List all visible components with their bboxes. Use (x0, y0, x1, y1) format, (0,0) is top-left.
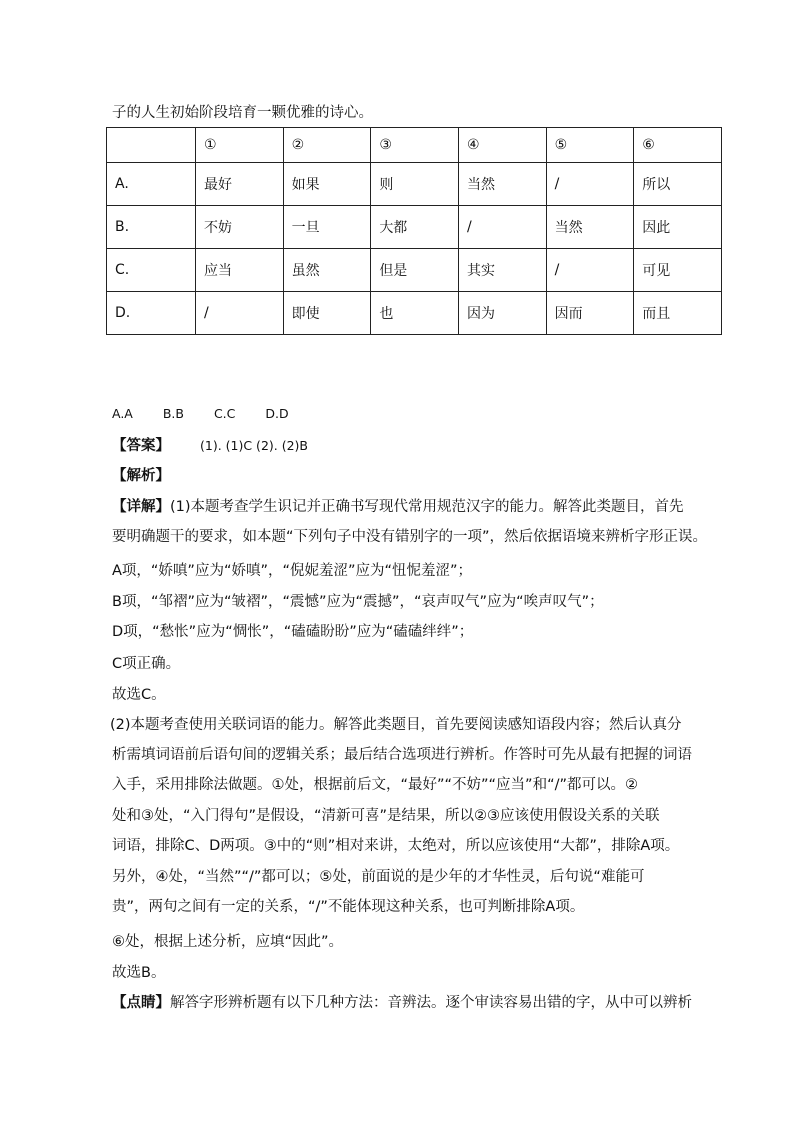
table-cell: 其实 (458, 248, 546, 291)
detail-line-1 (112, 497, 712, 517)
dianjing-text: 解答字形辨析题有以下几种方法：音辨法。逐个审读容易出错的字，从中可以辨析 (170, 995, 692, 1011)
dianjing-label: 【点睛】 (112, 995, 170, 1011)
detail-item-b: B项，“邹褶”应为“皱褶”，“震憾”应为“震撼”，“哀声叹气”应为“唉声叹气”； (112, 594, 604, 610)
answer-value: (1). (1)C (2). (2)B (200, 438, 308, 453)
detail-line-2: 要明确题干的要求，如本题“下列句子中没有错别字的一项”，然后依据语境来辨析字形正误。 (112, 529, 708, 545)
table-cell: / (196, 291, 284, 334)
choice-d: D.D (265, 406, 289, 421)
table-cell: 应当 (196, 248, 284, 291)
table-cell: / (546, 248, 634, 291)
choice-c: C.C (213, 406, 236, 421)
table-row (107, 205, 722, 248)
table-header-cell: ⑥ (634, 128, 722, 163)
analysis-label: 【解析】 (112, 468, 170, 484)
table-header-cell: ④ (458, 128, 546, 163)
part2-line-7: 贵”，两句之间有一定的关系，“/”不能体现这种关系，也可判断排除A项。 (112, 899, 585, 915)
part2-line-6: 另外，④处，“当然”“/”都可以；⑤处，前面说的是少年的才华性灵，后句说“难能可 (112, 869, 645, 885)
table-row (107, 162, 722, 205)
detail-item-d: D项，“愁怅”应为“惆怅”，“磕磕盼盼”应为“磕磕绊绊”； (112, 624, 474, 640)
table-cell: 因为 (458, 291, 546, 334)
part2-line-2: 析需填词语前后语句间的逻辑关系；最后结合选项进行辨析。作答时可先从最有把握的词语 (112, 747, 692, 763)
table-cell: 如果 (283, 162, 371, 205)
answer-label: 【答案】 (112, 438, 170, 454)
part2-line-4: 处和③处，“入门得句”是假设，“清新可喜”是结果，所以②③应该使用假设关系的关联 (112, 808, 660, 824)
table-cell: 因而 (546, 291, 634, 334)
dianjing-line (112, 993, 712, 1013)
table-header-cell: ① (196, 128, 284, 163)
conclusion-2: 故选B。 (112, 965, 166, 981)
table-cell: 当然 (546, 205, 634, 248)
answer-line (112, 436, 712, 456)
table-cell: / (458, 205, 546, 248)
table-cell: 而且 (634, 291, 722, 334)
table-header-cell (107, 128, 196, 163)
conclusion-1: 故选C。 (112, 687, 166, 703)
table-header-cell: ⑤ (546, 128, 634, 163)
table-cell: C. (107, 248, 196, 291)
table-header-cell: ② (283, 128, 371, 163)
table-cell: 因此 (634, 205, 722, 248)
table-cell: 当然 (458, 162, 546, 205)
table-row (107, 291, 722, 334)
table-header-row (107, 128, 722, 163)
table-row (107, 248, 722, 291)
table-header-cell: ③ (371, 128, 459, 163)
table-cell: 但是 (371, 248, 459, 291)
detail-item-c: C项正确。 (112, 656, 181, 672)
intro-text: 子的人生初始阶段培育一颗优雅的诗心。 (112, 105, 373, 121)
choice-b: B.B (162, 406, 184, 421)
table-cell: D. (107, 291, 196, 334)
part2-line-3: 入手，采用排除法做题。①处，根据前后文，“最好”“不妨”“应当”和“/”都可以。② (112, 777, 638, 793)
detail-item-a: A项，“娇嗔”应为“娇嗔”，“倪妮羞涩”应为“忸怩羞涩”； (112, 563, 473, 579)
table-cell: 不妨 (196, 205, 284, 248)
table-cell: 则 (371, 162, 459, 205)
table-cell: / (546, 162, 634, 205)
part2-line-1: (2)本题考查使用关联词语的能力。解答此类题目，首先要阅读感知语段内容；然后认真分 (110, 717, 682, 733)
part2-line-8: ⑥处，根据上述分析，应填“因此”。 (112, 934, 344, 950)
answer-choices (112, 404, 712, 424)
table-cell: 大都 (371, 205, 459, 248)
part2-line-5: 词语，排除C、D两项。③中的“则”相对来讲，太绝对，所以应该使用“大都”，排除A项。 (112, 838, 680, 854)
table-cell: 一旦 (283, 205, 371, 248)
options-table (106, 127, 722, 335)
choice-a: A.A (112, 406, 133, 421)
table-cell: 也 (371, 291, 459, 334)
detail-label: 【详解】 (112, 499, 170, 515)
table-cell: 最好 (196, 162, 284, 205)
table-cell: 即使 (283, 291, 371, 334)
table-cell: 虽然 (283, 248, 371, 291)
table-cell: 所以 (634, 162, 722, 205)
detail-text: (1)本题考查学生识记并正确书写现代常用规范汉字的能力。解答此类题目，首先 (170, 499, 684, 515)
table-cell: A. (107, 162, 196, 205)
table-cell: 可见 (634, 248, 722, 291)
table-cell: B. (107, 205, 196, 248)
